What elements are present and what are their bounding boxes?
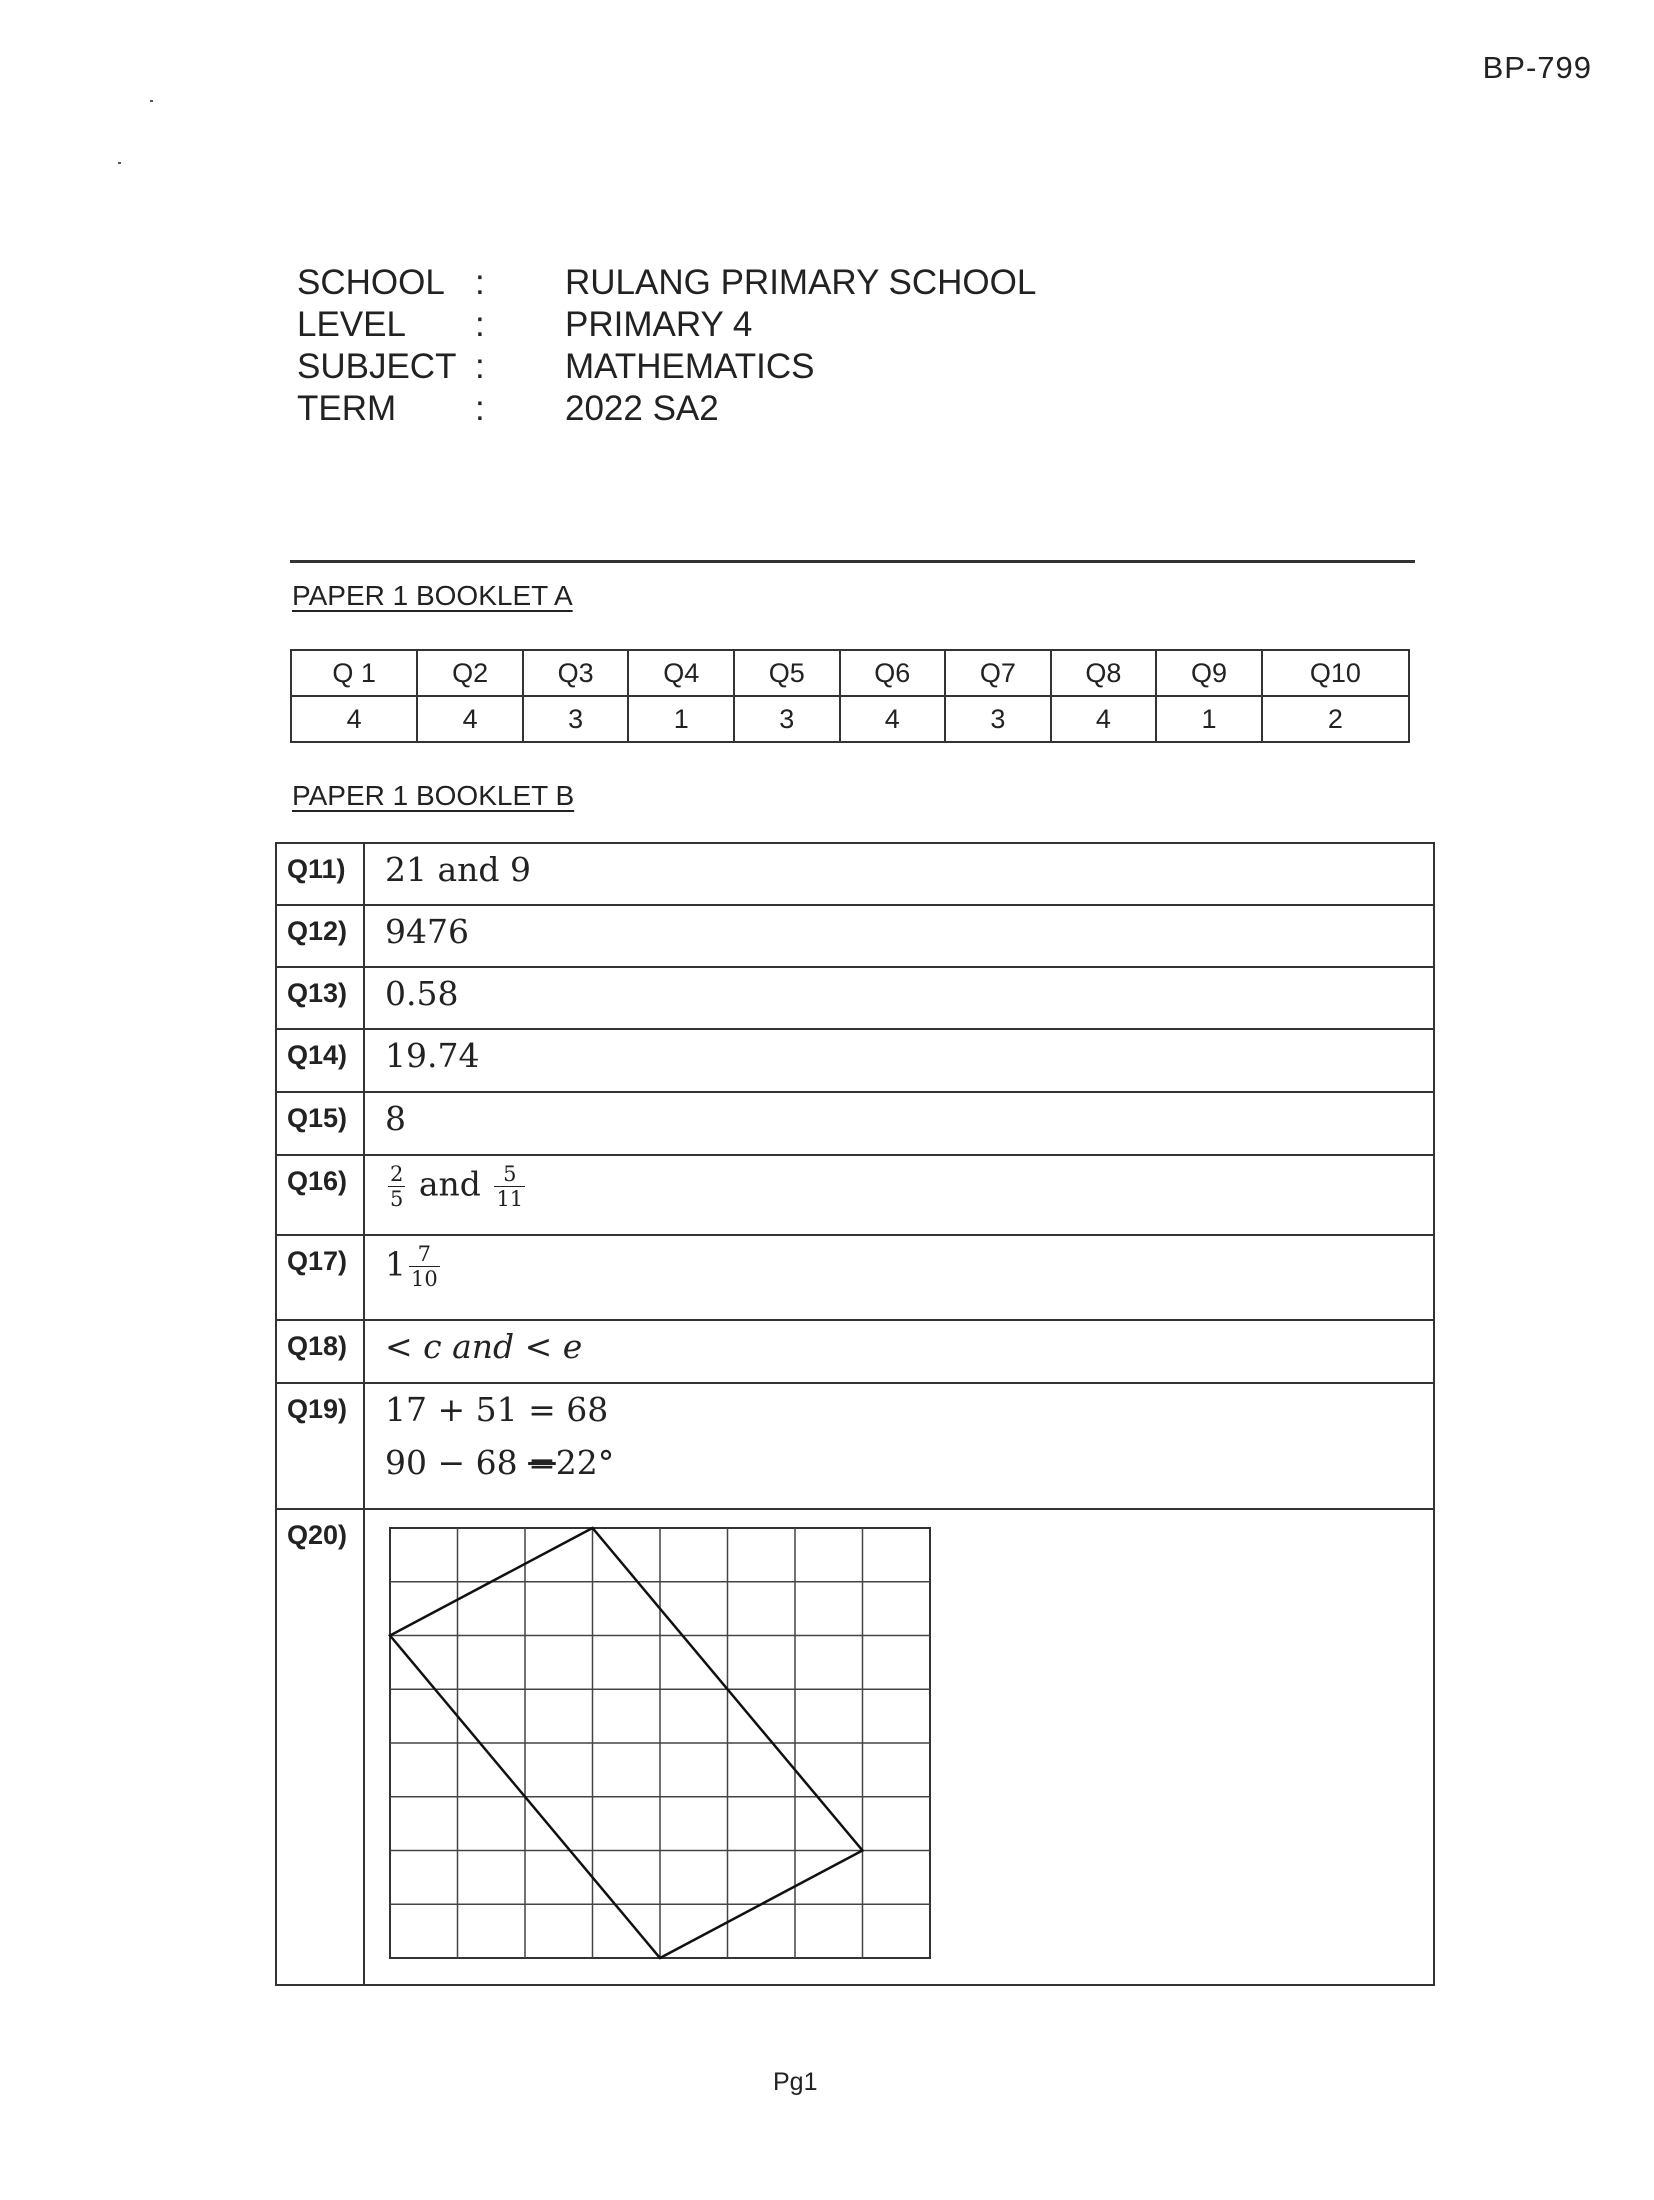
document-code: BP-799 xyxy=(1482,50,1592,85)
crossed-out-mark: = xyxy=(528,1443,556,1482)
header-colon: : xyxy=(475,305,485,344)
working-line: 17 + 51 = 68 xyxy=(385,1390,609,1429)
header-value: PRIMARY 4 xyxy=(565,305,753,344)
header-row-level xyxy=(297,304,1036,346)
answer-row-q14 xyxy=(276,1029,1434,1092)
header-value: RULANG PRIMARY SCHOOL xyxy=(565,263,1037,302)
header-label: SUBJECT xyxy=(297,347,457,386)
answer-cell: 3 xyxy=(945,696,1051,742)
question-cell: Q4 xyxy=(628,650,734,696)
header-label: SCHOOL xyxy=(297,263,445,302)
question-number: Q19) xyxy=(276,1383,364,1509)
denominator: 11 xyxy=(496,1187,524,1212)
question-cell: Q7 xyxy=(945,650,1051,696)
question-number: Q11) xyxy=(276,843,364,905)
grid-rectangle-drawing xyxy=(380,1518,940,1978)
answer-text: 19.74 xyxy=(364,1029,1434,1092)
answer-row-q17 xyxy=(276,1235,1434,1320)
booklet-b-title: PAPER 1 BOOKLET B xyxy=(292,780,575,811)
answer-text: 9476 xyxy=(364,905,1434,967)
header-colon: : xyxy=(475,389,485,428)
header-row-term xyxy=(297,388,1036,430)
question-cell: Q 1 xyxy=(291,650,417,696)
question-cell: Q10 xyxy=(1262,650,1409,696)
scan-speck xyxy=(150,100,153,102)
question-number: Q18) xyxy=(276,1320,364,1383)
header-label: TERM xyxy=(297,389,397,428)
denominator: 10 xyxy=(411,1267,438,1292)
working-line xyxy=(385,1443,1433,1482)
section-divider xyxy=(290,560,1415,563)
answer-row-q15 xyxy=(276,1092,1434,1155)
conjunction: and xyxy=(418,1164,481,1204)
fraction xyxy=(388,1162,405,1211)
whole-number: 1 xyxy=(385,1244,406,1284)
denominator: 5 xyxy=(390,1187,404,1212)
booklet-a-answer-table xyxy=(290,649,1410,743)
answer-fraction-pair xyxy=(364,1155,1434,1235)
question-number: Q15) xyxy=(276,1092,364,1155)
answer-cell: 3 xyxy=(734,696,840,742)
booklet-b-answer-table xyxy=(275,842,1435,1986)
answer-cell: 4 xyxy=(291,696,417,742)
numerator: 7 xyxy=(409,1242,440,1267)
answer-cell: 1 xyxy=(628,696,734,742)
question-cell: Q2 xyxy=(417,650,523,696)
question-number: Q14) xyxy=(276,1029,364,1092)
numerator: 2 xyxy=(390,1162,404,1186)
fraction xyxy=(409,1242,440,1291)
header-label: LEVEL xyxy=(297,305,406,344)
answer-text: 21 and 9 xyxy=(364,843,1434,905)
answer-row xyxy=(291,696,1409,742)
question-number: Q13) xyxy=(276,967,364,1029)
scan-speck xyxy=(118,162,121,164)
answer-cell: 4 xyxy=(417,696,523,742)
header-colon: : xyxy=(475,347,485,386)
question-cell: Q9 xyxy=(1156,650,1262,696)
answer-cell: 1 xyxy=(1156,696,1262,742)
question-cell: Q8 xyxy=(1051,650,1157,696)
answer-text: < c and < e xyxy=(364,1320,1434,1383)
answer-working xyxy=(364,1383,1434,1509)
question-number: Q17) xyxy=(276,1235,364,1320)
question-number: Q20) xyxy=(276,1509,364,1985)
answer-row-q11 xyxy=(276,843,1434,905)
question-cell: Q5 xyxy=(734,650,840,696)
exam-header xyxy=(297,262,1036,430)
answer-row-q20 xyxy=(276,1509,1434,1985)
answer-text: 8 xyxy=(364,1092,1434,1155)
working-text: 22° xyxy=(555,1443,615,1482)
booklet-a-title: PAPER 1 BOOKLET A xyxy=(292,580,573,611)
numerator: 5 xyxy=(494,1162,525,1187)
question-number: Q12) xyxy=(276,905,364,967)
question-cell: Q6 xyxy=(840,650,946,696)
header-colon: : xyxy=(475,263,485,302)
answer-text: 0.58 xyxy=(364,967,1434,1029)
answer-cell: 4 xyxy=(840,696,946,742)
answer-diagram-cell xyxy=(364,1509,1434,1985)
page-number: Pg1 xyxy=(773,2068,818,2096)
answer-cell: 2 xyxy=(1262,696,1409,742)
answer-row-q16 xyxy=(276,1155,1434,1235)
question-number: Q16) xyxy=(276,1155,364,1235)
header-row-subject xyxy=(297,346,1036,388)
answer-row-q12 xyxy=(276,905,1434,967)
working-text: 90 − 68 xyxy=(385,1443,529,1482)
question-cell: Q3 xyxy=(523,650,629,696)
header-row-school xyxy=(297,262,1036,304)
answer-mixed-number xyxy=(364,1235,1434,1320)
answer-cell: 4 xyxy=(1051,696,1157,742)
answer-row-q18 xyxy=(276,1320,1434,1383)
question-row xyxy=(291,650,1409,696)
fraction xyxy=(494,1162,525,1211)
header-value: 2022 SA2 xyxy=(565,389,719,428)
answer-cell: 3 xyxy=(523,696,629,742)
header-value: MATHEMATICS xyxy=(565,347,815,386)
answer-row-q19 xyxy=(276,1383,1434,1509)
answer-row-q13 xyxy=(276,967,1434,1029)
